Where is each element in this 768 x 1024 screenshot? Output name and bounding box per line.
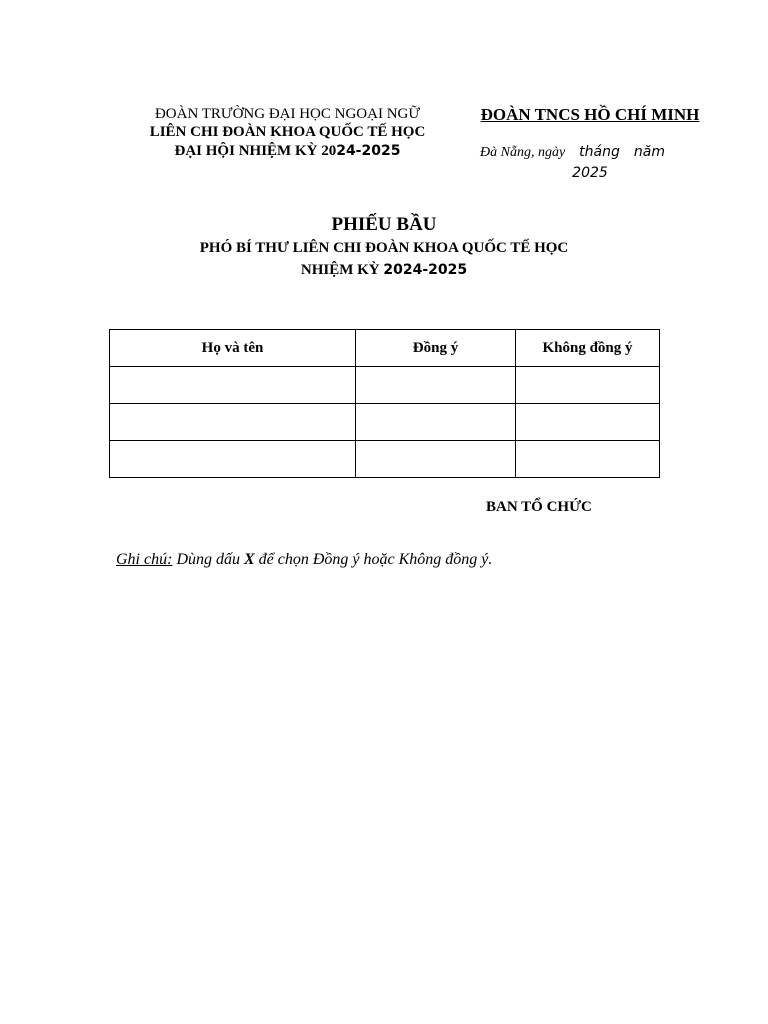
ballot-term-label: NHIỆM KỲ <box>300 262 380 278</box>
note-mark: X <box>244 551 255 568</box>
disagree-cell[interactable] <box>516 367 660 404</box>
ballot-table <box>109 329 660 478</box>
youth-union-name: ĐOÀN TNCS HỒ CHÍ MINH <box>480 105 700 124</box>
date-month-label: tháng <box>579 144 620 160</box>
congress-term-suffix: 24-2025 <box>336 143 401 159</box>
candidate-name-cell[interactable] <box>110 367 356 404</box>
note-label: Ghi chú: <box>116 551 173 568</box>
date-line <box>480 144 665 161</box>
ballot-term <box>0 262 768 279</box>
disagree-cell[interactable] <box>516 404 660 441</box>
date-place: Đà Nẵng, ngày <box>480 145 566 160</box>
agree-cell[interactable] <box>356 441 516 478</box>
congress-term-prefix: ĐẠI HỘI NHIỆM KỲ 20 <box>174 143 337 159</box>
candidate-name-cell[interactable] <box>110 404 356 441</box>
agree-cell[interactable] <box>356 367 516 404</box>
ballot-note <box>116 551 492 569</box>
ballot-title: PHIẾU BẦU <box>331 214 437 235</box>
congress-term <box>110 143 465 160</box>
table-row <box>110 367 660 404</box>
table-row <box>110 404 660 441</box>
candidate-name-cell[interactable] <box>110 441 356 478</box>
ballot-term-years: 2024-2025 <box>383 262 468 278</box>
table-row <box>110 441 660 478</box>
table-header-row <box>110 330 660 367</box>
column-header-disagree: Không đồng ý <box>516 330 660 367</box>
note-text-after: để chọn Đồng ý hoặc Không đồng ý. <box>254 551 493 568</box>
organizing-committee: BAN TỔ CHỨC <box>486 499 592 515</box>
column-header-name: Họ và tên <box>110 330 356 367</box>
date-year-label: năm <box>633 144 665 160</box>
agree-cell[interactable] <box>356 404 516 441</box>
disagree-cell[interactable] <box>516 441 660 478</box>
school-union-name: ĐOÀN TRƯỜNG ĐẠI HỌC NGOẠI NGỮ <box>154 106 421 122</box>
faculty-union-name: LIÊN CHI ĐOÀN KHOA QUỐC TẾ HỌC <box>149 124 426 140</box>
note-text-before: Dùng dấu <box>172 551 244 568</box>
ballot-position: PHÓ BÍ THƯ LIÊN CHI ĐOÀN KHOA QUỐC TẾ HỌC <box>199 240 569 256</box>
column-header-agree: Đồng ý <box>356 330 516 367</box>
date-year: 2025 <box>572 165 608 181</box>
